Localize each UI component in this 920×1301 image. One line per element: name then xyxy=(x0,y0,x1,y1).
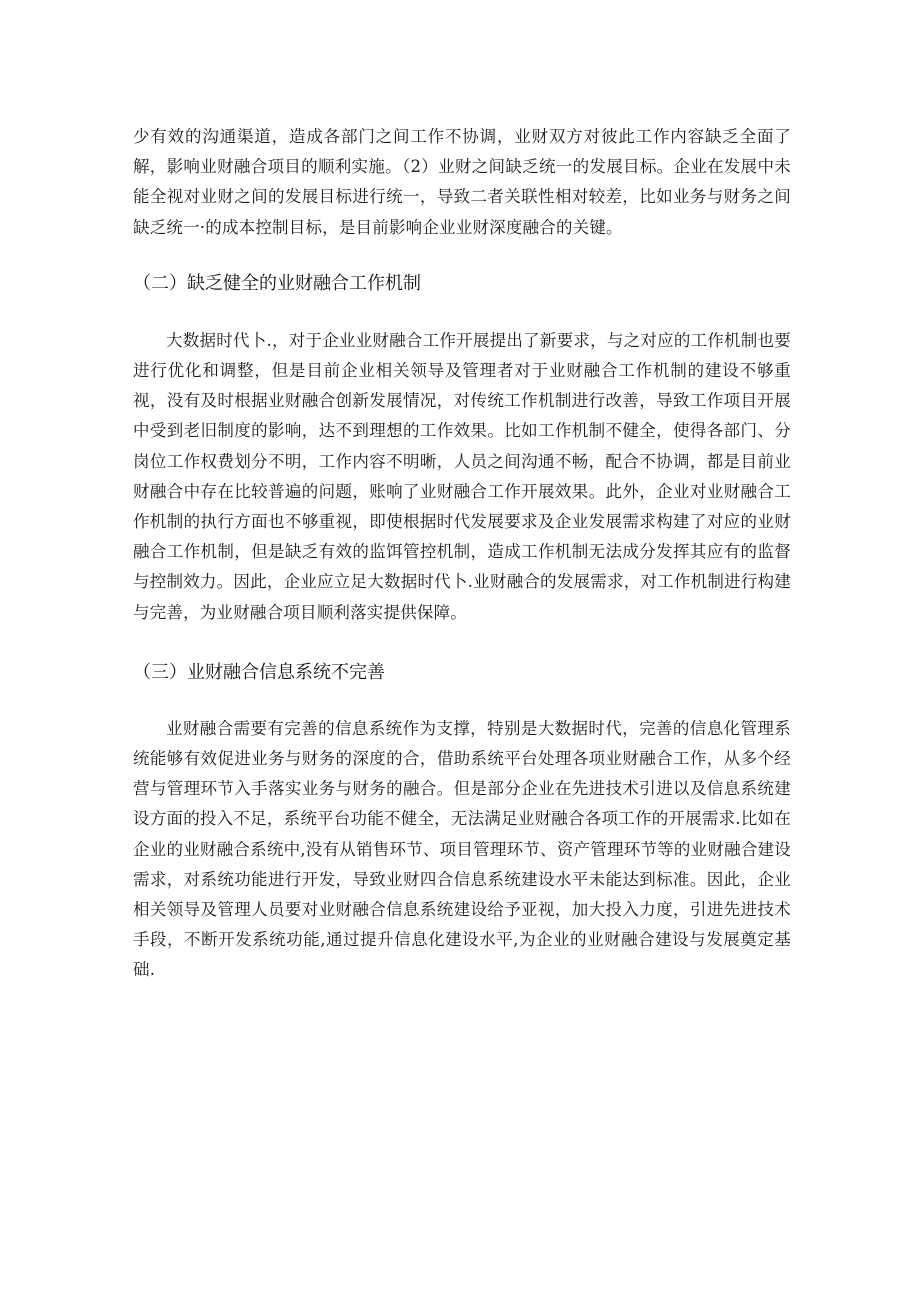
document-body xyxy=(133,122,791,986)
paragraph-section-2: 大数据时代卜.，对于企业业财融合工作开展提出了新要求，与之对应的工作机制也要进行优化和调整，但是目前企业相关领导及管理者对于业财融合工作机制的建设不够重视，没有及时根据业财融合创新发展情况，对传统工作机制进行改善，导致工作项目开展中受到老旧制度的影响，达不到理想的工作效果。比如工作机制不健全，使得各部门、分岗位工作权费划分不明，工作内容不明晰，人员之间沟通不畅，配合不协调，都是目前业财融合中存在比较普遍的问题，账响了业财融合工作开展效果。此外，企业对业财融合工作机制的执行方面也不够重视，即使根据时代发展要求及企业发展需求构建了对应的业财融合工作机制，但是缺乏有效的监饵管控机制，造成工作机制无法成分发挥其应有的监督与控制效力。因此，企业应立足大数据时代卜.业财融合的发展需求，对工作机制进行构建与完善，为业财融合项目顺利落实提供保障。 xyxy=(133,330,791,622)
paragraph-continued: 少有效的沟通渠道，造成各部门之间工作不协调，业财双方对彼此工作内容缺乏全面了解，影响业财融合项目的顺利实施。（2）业财之间缺乏统一的发展目标。企业在发展中未能全视对业财之间的发展目标进行统一，导致二者关联性相对较差，比如业务与财务之间缺乏统一·的成本控制目标，是目前影响企业业财深度融合的关键。 xyxy=(133,127,791,237)
section-heading-3: （三）业财融合信息系统不完善 xyxy=(133,661,385,683)
paragraph-section-3: 业财融合需要有完善的信息系统作为支撑，特别是大数据时代，完善的信息化管理系统能够有效促进业务与财务的深度的合，借助系统平台处理各项业财融合工作，从多个经营与管理环节入手落实业务与财务的融合。但是部分企业在先进技术引进以及信息系统建设方面的投入不足，系统平台功能不健全，无法满足业财融合各项工作的开展需求.比如在企业的业财融合系统中,没有从销售环节、项目管理环节、资产管理环节等的业财融合建设需求，对系统功能进行开发，导致业财四合信息系统建设水平未能达到标准。因此，企业相关领导及管理人员要对业财融合信息系统建设给予亚视，加大投入力度，引进先进技术手段，不断开发系统功能,通过提升信息化建设水平,为企业的业财融合建设与发展奠定基础. xyxy=(133,718,791,980)
section-heading-2: （二）缺乏健全的业财融合工作机制 xyxy=(133,272,421,294)
